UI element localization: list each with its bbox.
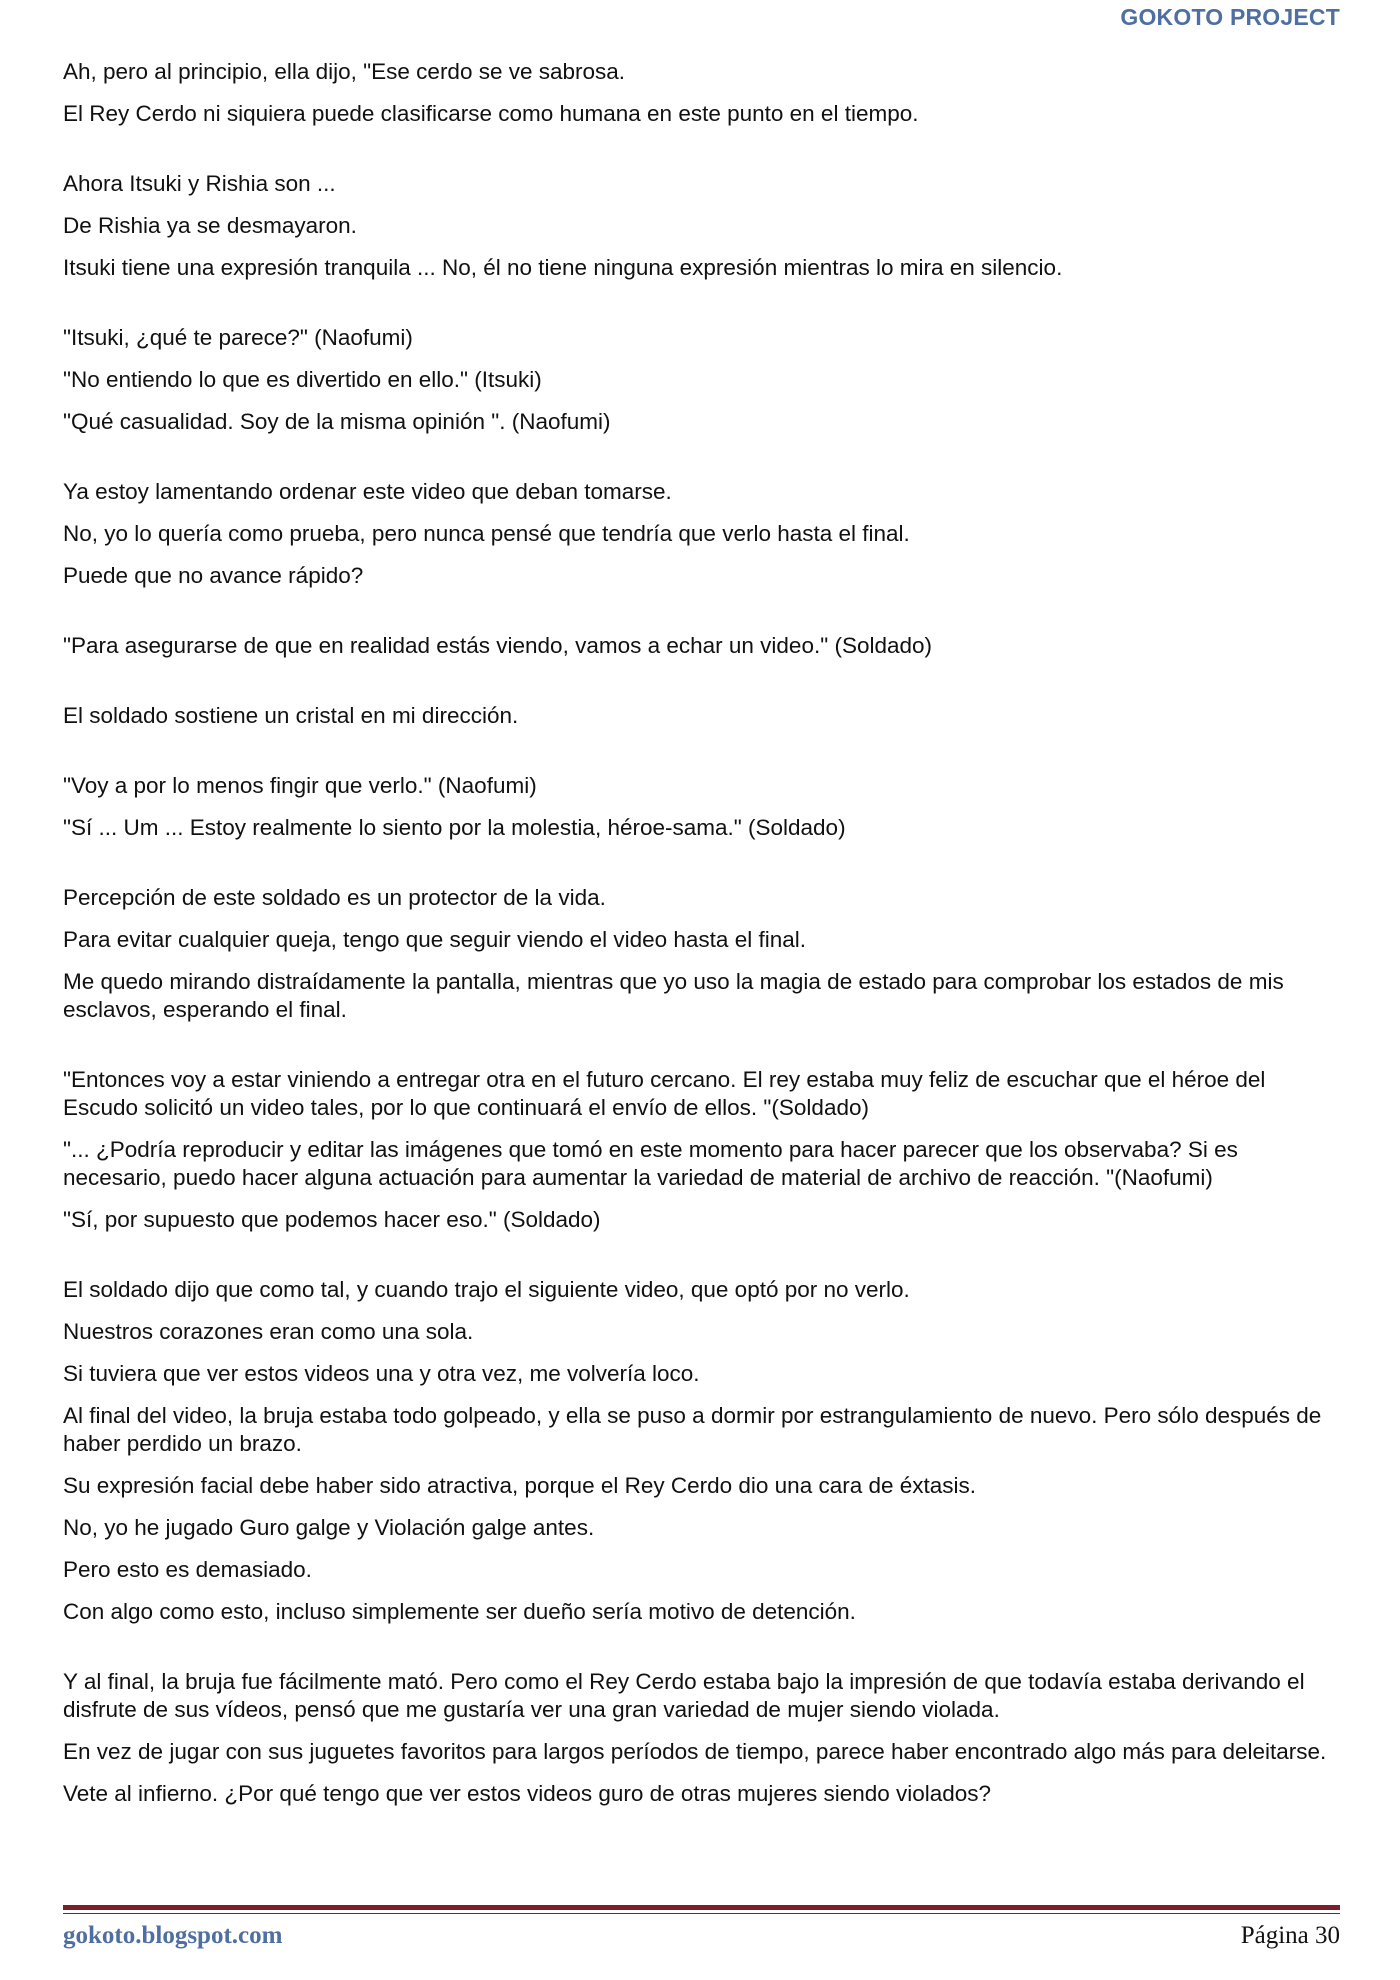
paragraph: Su expresión facial debe haber sido atractiva, porque el Rey Cerdo dio una cara de éxtasis. xyxy=(63,1473,977,1498)
paragraph: Ah, pero al principio, ella dijo, "Ese cerdo se ve sabrosa. xyxy=(63,59,626,84)
paragraph: Pero esto es demasiado. xyxy=(63,1557,312,1582)
paragraph: Vete al infierno. ¿Por qué tengo que ver estos videos guro de otras mujeres siendo violados? xyxy=(63,1781,992,1806)
paragraph: "... ¿Podría reproducir y editar las imágenes que tomó en este momento para hacer parecer que los observaba? Si es necesario, puedo hacer alguna actuación para aumentar la variedad de material de archivo de reacción. "(Naofumi) xyxy=(63,1137,1238,1190)
paragraph: Itsuki tiene una expresión tranquila ... No, él no tiene ninguna expresión mientras lo mira en silencio. xyxy=(63,255,1063,280)
footer-divider xyxy=(63,1905,1340,1914)
paragraph: Ya estoy lamentando ordenar este video que deban tomarse. xyxy=(63,479,672,504)
paragraph: No, yo lo quería como prueba, pero nunca pensé que tendría que verlo hasta el final. xyxy=(63,521,910,546)
paragraph: Nuestros corazones eran como una sola. xyxy=(63,1319,474,1344)
paragraph: "Entonces voy a estar viniendo a entregar otra en el futuro cercano. El rey estaba muy feliz de escuchar que el héroe del Escudo solicitó un video tales, por lo que continuará el envío de ellos. "(Soldado) xyxy=(63,1067,1266,1120)
paragraph: "Sí ... Um ... Estoy realmente lo siento por la molestia, héroe-sama." (Soldado) xyxy=(63,815,846,840)
paragraph: "Itsuki, ¿qué te parece?" (Naofumi) xyxy=(63,325,413,350)
paragraph: De Rishia ya se desmayaron. xyxy=(63,213,357,238)
paragraph: El soldado dijo que como tal, y cuando trajo el siguiente video, que optó por no verlo. xyxy=(63,1277,910,1302)
paragraph: "Sí, por supuesto que podemos hacer eso." (Soldado) xyxy=(63,1207,601,1232)
paragraph: Y al final, la bruja fue fácilmente mató. Pero como el Rey Cerdo estaba bajo la impresión de que todavía estaba derivando el disfrute de sus vídeos, pensó que me gustaría ver una gran variedad de mujer siendo violada. xyxy=(63,1669,1305,1722)
paragraph: El soldado sostiene un cristal en mi dirección. xyxy=(63,703,519,728)
paragraph: Para evitar cualquier queja, tengo que seguir viendo el video hasta el final. xyxy=(63,927,806,952)
paragraph: Me quedo mirando distraídamente la pantalla, mientras que yo uso la magia de estado para comprobar los estados de mis esclavos, esperando el final. xyxy=(63,969,1284,1022)
paragraph: No, yo he jugado Guro galge y Violación galge antes. xyxy=(63,1515,595,1540)
paragraph: Ahora Itsuki y Rishia son ... xyxy=(63,171,336,196)
paragraph: Percepción de este soldado es un protector de la vida. xyxy=(63,885,606,910)
footer-url: gokoto.blogspot.com xyxy=(63,1922,283,1949)
paragraph: Con algo como esto, incluso simplemente ser dueño sería motivo de detención. xyxy=(63,1599,856,1624)
paragraph: En vez de jugar con sus juguetes favoritos para largos períodos de tiempo, parece haber encontrado algo más para deleitarse. xyxy=(63,1739,1327,1764)
paragraph: "Qué casualidad. Soy de la misma opinión ". (Naofumi) xyxy=(63,409,611,434)
page-body xyxy=(63,58,1335,1822)
paragraph: Si tuviera que ver estos videos una y otra vez, me volvería loco. xyxy=(63,1361,700,1386)
paragraph: "Voy a por lo menos fingir que verlo." (Naofumi) xyxy=(63,773,537,798)
paragraph: Al final del video, la bruja estaba todo golpeado, y ella se puso a dormir por estrangulamiento de nuevo. Pero sólo después de haber perdido un brazo. xyxy=(63,1403,1322,1456)
paragraph: "Para asegurarse de que en realidad estás viendo, vamos a echar un video." (Soldado) xyxy=(63,633,933,658)
page-number: Página 30 xyxy=(1240,1922,1340,1949)
paragraph: "No entiendo lo que es divertido en ello." (Itsuki) xyxy=(63,367,542,392)
paragraph: El Rey Cerdo ni siquiera puede clasificarse como humana en este punto en el tiempo. xyxy=(63,101,919,126)
paragraph: Puede que no avance rápido? xyxy=(63,563,364,588)
header-title: GOKOTO PROJECT xyxy=(1120,4,1340,30)
